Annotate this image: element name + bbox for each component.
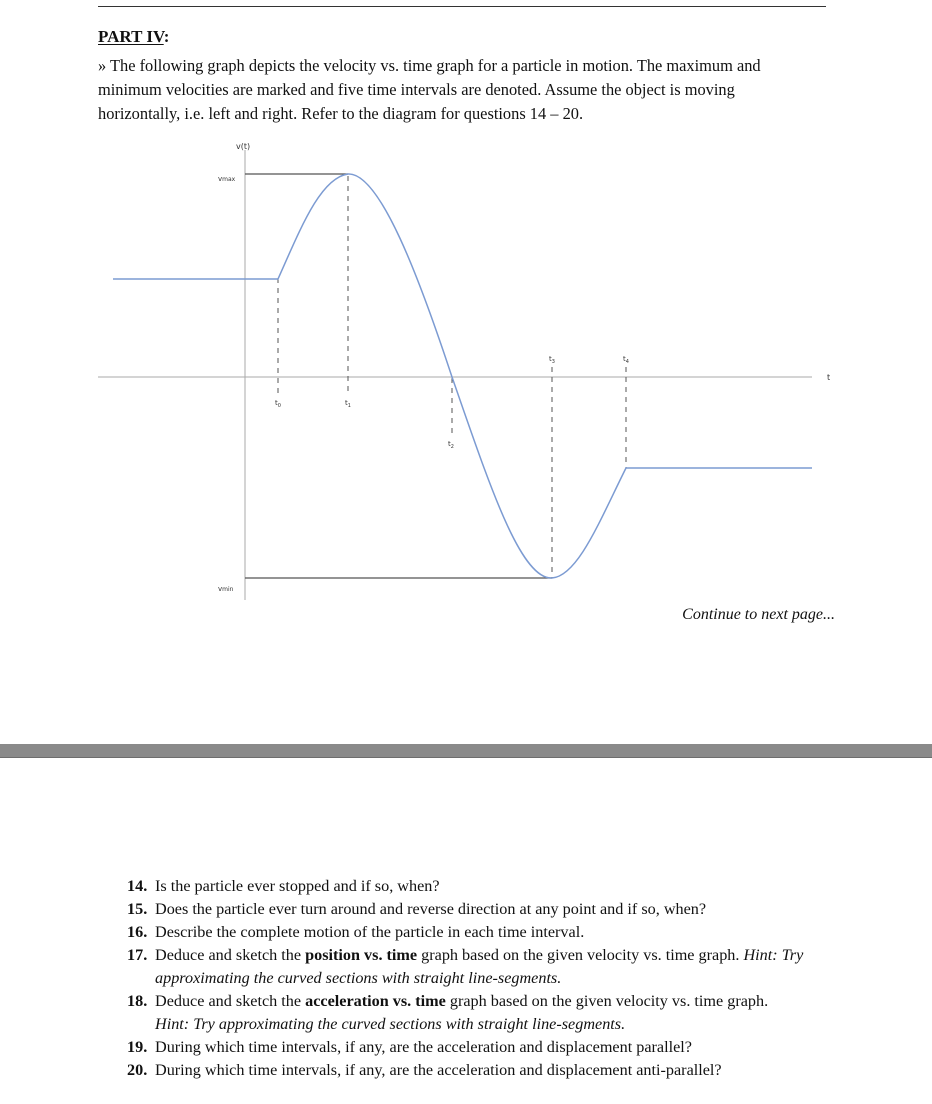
question-19: 19. During which time intervals, if any, are the acceleration and displacement parallel?	[127, 1038, 692, 1056]
question-17: 17. Deduce and sketch the position vs. time graph based on the given velocity vs. time graph. Hint: Try approximating the curved sections with straight line-segments.	[127, 946, 804, 987]
t3-label: $t_3$	[549, 355, 555, 365]
question-18: 18. Deduce and sketch the acceleration vs. time graph based on the given velocity vs. time graph. Hint: Try approximating the curved sections with straight line-segments.	[127, 992, 769, 1033]
continue-note: Continue to next page...	[682, 606, 835, 623]
arrow-icon: »	[98, 56, 107, 75]
question-16: 16. Describe the complete motion of the particle in each time interval.	[127, 923, 585, 941]
t1-label: $t_1$	[345, 399, 351, 409]
question-list	[127, 875, 827, 1082]
t-axis-label: t	[827, 373, 831, 382]
intro-paragraph: » The following graph depicts the velocity vs. time graph for a particle in motion. The maximum and minimum velocities are marked and five time intervals are denoted. Assume the object is moving horizontally, i.e. left and right. Refer to the diagram for questions 14 – 20.	[98, 56, 761, 123]
t4-label: $t_4$	[623, 355, 629, 365]
t0-label: $t_0$	[275, 399, 281, 409]
vmax-label: vmax	[218, 175, 236, 183]
t2-label: $t_2$	[448, 440, 454, 450]
vmin-label: vmin	[218, 585, 234, 593]
section-heading: PART IV:	[98, 27, 170, 46]
question-20: 20. During which time intervals, if any, are the acceleration and displacement anti-parallel?	[127, 1061, 722, 1079]
v-axis-label: v(t)	[236, 142, 251, 151]
page-divider	[0, 744, 932, 758]
question-15: 15. Does the particle ever turn around and reverse direction at any point and if so, when?	[127, 900, 707, 918]
velocity-curve	[113, 174, 812, 578]
question-14: 14. Is the particle ever stopped and if so, when?	[127, 877, 440, 895]
